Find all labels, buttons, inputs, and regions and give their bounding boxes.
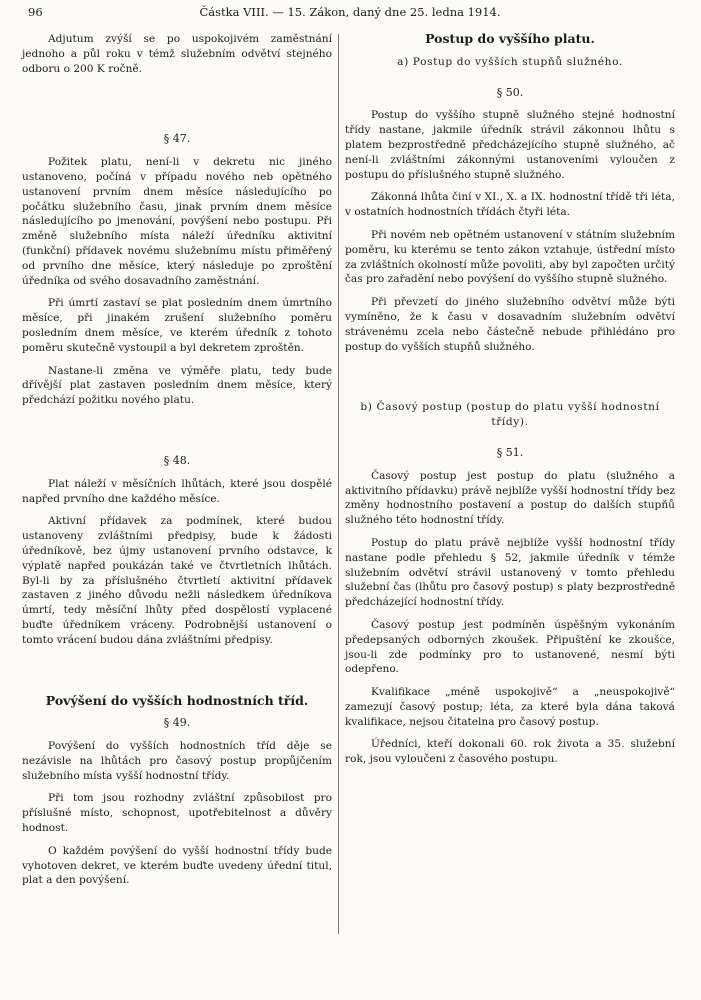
section-51-paragraph-3: Časový postup jest podmíněn úspěšným vykonáním předepsaných odborných zkoušek. Připuštění ke zkoušce, jsou-li zde podmínky pro to ustanovené, nesmí býti odepřeno. <box>345 618 675 676</box>
section-51-paragraph-5: Úředníci, kteří dokonali 60. rok života a 35. služební rok, jsou vyloučeni z časového postupu. <box>345 738 675 766</box>
section-51-paragraph-4: Kvalifikace „méně uspokojivě“ a „neuspokojivě“ zamezují časový postup; léta, za které byla dána taková kvalifikace, nejsou čitatelna pro časový postup. <box>345 686 675 728</box>
heading-salary-advance: Postup do vyššího platu. <box>425 31 595 46</box>
section-48-paragraph-2: Aktivní přídavek za podmínek, které budou ustanoveny zvláštními předpisy, bude k žádosti úředníkově, bez újmy ustanovení prvního odstavce, k výplatě napřed poukázán také ve čtvrtletních lhůtách. Byl-li by za příslušného čtvrtletí aktivitní přídavek zastaven z jiného důvodu nežli následkem úředníkova úmrtí, tedy měsíční lhůty před dospělostí vyplacené buďte úředníkem vráceny. Podrobnější ustanovení o tomto vrácení budou dána zvláštními předpisy. <box>22 515 332 646</box>
subheading-b: b) Časový postup (postup do platu vyšší hodnostní třídy). <box>360 401 660 429</box>
section-51-heading: § 51. <box>496 445 524 459</box>
section-49-paragraph-2: Při tom jsou rozhodny zvláštní způsobilost pro příslušné místo, schopnost, upotřebitelnost a důvěry hodnost. <box>22 792 332 835</box>
heading-promotion: Povýšení do vyšších hodnostních tříd. <box>45 692 309 708</box>
section-49-paragraph-3: O každém povýšení do vyšší hodnostní třídy bude vyhotoven dekret, ve kterém buďte uvedeny úřední titul, plat a den povýšení. <box>22 844 332 887</box>
section-50-paragraph-2: Zákonná lhůta činí v XI., X. a IX. hodnostní třídě tři léta, v ostatních hodnostních třídách čtyři léta. <box>345 191 675 219</box>
section-50-paragraph-3: Při novém neb opětném ustanovení v státním služebním poměru, ku kterému se tento zákon vztahuje, ústřední místo za zvláštních okolností může povoliti, aby byl započten určitý čas pro zařadění nebo povýšení do vyššího stupně služného. <box>345 228 675 286</box>
page-number: 96 <box>28 5 43 19</box>
section-48-paragraph-1: Plat náleží v měsíčních lhůtách, které jsou dospělé napřed prvního dne každého měsíce. <box>22 477 332 505</box>
section-47-paragraph-2: Při úmrtí zastaví se plat posledním dnem úmrtního měsíce, při jinakém zrušení služebního poměru posledním dnem měsíce, ve kterém úředník z tohoto poměru skutečně vystoupil a byl dekretem zproštěn. <box>22 297 332 354</box>
section-49-heading: § 49. <box>163 716 191 730</box>
paragraph-intro: Adjutum zvýší se po uspokojivém zaměstnání jednoho a půl roku v témž služebním odvětví stejného odboru o 200 K ročně. <box>22 33 332 75</box>
column-divider <box>338 34 339 934</box>
section-47-paragraph-3: Nastane-li změna ve výměře platu, tedy bude dřívější plat zastaven posledním dnem měsíce, který předchází požitku nového platu. <box>22 364 332 407</box>
section-51-paragraph-2: Postup do platu právě nejblíže vyšší hodnostní třídy nastane podle přehledu § 52, jakmile úředník v témže služebním odvětví strávil ustanovený v tomto přehledu služební čas (lhůtu pro časový postup) s platy bezprostředně předcházející hodnostní třídy. <box>345 536 675 609</box>
page-header <box>20 5 680 23</box>
section-50-paragraph-4: Při převzetí do jiného služebního odvětví může býti vymíněno, že k času v dosavadním služebním odvětví strávenému zcela nebo částečně nebude přihlédáno pro postup do vyšších stupňů služného. <box>345 296 675 353</box>
section-51-paragraph-1: Časový postup jest postup do platu (služného a aktivitního přídavku) právě nejblíže vyšší hodnostní třídy bez změny hodnostního postavení a postup do dalších stupňů služného této hodnostní třídy. <box>345 469 675 527</box>
section-48-heading: § 48. <box>163 453 191 467</box>
subheading-a: a) Postup do vyšších stupňů služného. <box>397 55 623 68</box>
section-49-paragraph-1: Povýšení do vyšších hodnostních tříd děje se nezávisle na lhůtách pro časový postup propůjčením služebního místa vyšší hodnostní třídy. <box>22 740 332 782</box>
section-50-heading: § 50. <box>496 85 524 99</box>
section-47-heading: § 47. <box>163 132 191 146</box>
left-column <box>22 32 332 888</box>
section-47-paragraph-1: Požitek platu, není-li v dekretu nic jiného ustanoveno, počíná v případu nového neb opětného ustanovení prvním dnem měsíce následujícího po počátku služebního času, jinak prvním dnem měsíce následujícího po jmenování, povýšení nebo postupu. Při změně služebního místa náleží úředníku aktivitní (funkční) přídavek novému služebnímu místu přiměřený od prvního dne měsíce, který následuje po zproštění úředníka od svého dosavadního zaměstnání. <box>22 156 332 287</box>
section-50-paragraph-1: Postup do vyššího stupně služného stejné hodnostní třídy nastane, jakmile úředník strávil zákonnou lhůtu s platem bezprostředně předcházejícího stupně služného, ač není-li zvláštními zákonnými ustanoveními vyloučen z postupu do příslušného stupně služného. <box>345 109 675 181</box>
running-title: Částka VIII. — 15. Zákon, daný dne 25. ledna 1914. <box>199 5 501 19</box>
right-column <box>345 32 675 767</box>
